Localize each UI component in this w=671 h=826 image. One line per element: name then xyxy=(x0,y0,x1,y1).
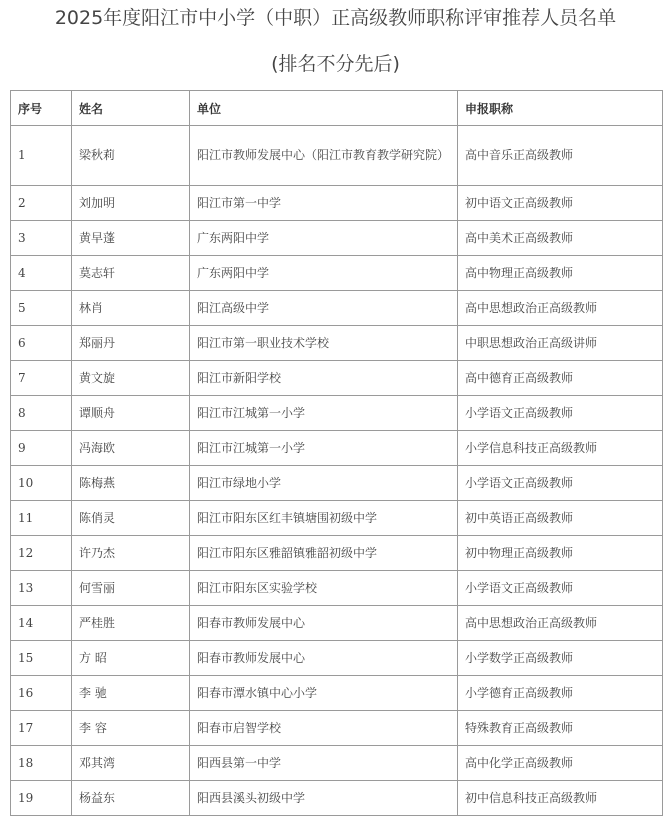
table-row xyxy=(11,256,663,291)
column-header-unit: 单位 xyxy=(190,91,458,126)
table-row xyxy=(11,361,663,396)
cell-seq: 7 xyxy=(11,361,72,396)
cell-unit: 阳西县溪头初级中学 xyxy=(190,781,458,816)
recommendation-table xyxy=(10,90,663,816)
cell-unit: 阳江市阳东区实验学校 xyxy=(190,571,458,606)
cell-name: 许乃杰 xyxy=(72,536,190,571)
cell-name: 林肖 xyxy=(72,291,190,326)
cell-name: 黄文旋 xyxy=(72,361,190,396)
cell-seq: 16 xyxy=(11,676,72,711)
table-row xyxy=(11,641,663,676)
cell-unit: 阳江市第一职业技术学校 xyxy=(190,326,458,361)
cell-seq: 12 xyxy=(11,536,72,571)
column-header-seq: 序号 xyxy=(11,91,72,126)
cell-title: 小学语文正高级教师 xyxy=(458,571,663,606)
table-row xyxy=(11,396,663,431)
table-row xyxy=(11,676,663,711)
cell-unit: 阳春市教师发展中心 xyxy=(190,606,458,641)
table-body xyxy=(11,126,663,816)
cell-title: 小学德育正高级教师 xyxy=(458,676,663,711)
cell-name: 冯海欧 xyxy=(72,431,190,466)
cell-unit: 阳江市阳东区红丰镇塘围初级中学 xyxy=(190,501,458,536)
cell-name: 杨益东 xyxy=(72,781,190,816)
column-header-name: 姓名 xyxy=(72,91,190,126)
cell-title: 小学语文正高级教师 xyxy=(458,396,663,431)
table-row xyxy=(11,501,663,536)
table-row xyxy=(11,326,663,361)
page-subtitle: (排名不分先后) xyxy=(271,53,400,75)
cell-title: 初中英语正高级教师 xyxy=(458,501,663,536)
cell-title: 中职思想政治正高级讲师 xyxy=(458,326,663,361)
cell-name: 梁秋莉 xyxy=(72,126,190,186)
cell-name: 莫志轩 xyxy=(72,256,190,291)
cell-seq: 3 xyxy=(11,221,72,256)
cell-name: 李 容 xyxy=(72,711,190,746)
table-row xyxy=(11,571,663,606)
cell-name: 陈梅燕 xyxy=(72,466,190,501)
cell-title: 高中美术正高级教师 xyxy=(458,221,663,256)
cell-seq: 14 xyxy=(11,606,72,641)
cell-name: 方 昭 xyxy=(72,641,190,676)
cell-title: 初中语文正高级教师 xyxy=(458,186,663,221)
cell-unit: 阳春市教师发展中心 xyxy=(190,641,458,676)
cell-name: 何雪丽 xyxy=(72,571,190,606)
cell-name: 谭顺舟 xyxy=(72,396,190,431)
cell-name: 黄早蓬 xyxy=(72,221,190,256)
cell-name: 邓其湾 xyxy=(72,746,190,781)
cell-seq: 17 xyxy=(11,711,72,746)
table-row xyxy=(11,711,663,746)
table-row xyxy=(11,221,663,256)
table-row xyxy=(11,291,663,326)
cell-seq: 10 xyxy=(11,466,72,501)
cell-name: 郑丽丹 xyxy=(72,326,190,361)
cell-title: 特殊教育正高级教师 xyxy=(458,711,663,746)
cell-unit: 阳江市江城第一小学 xyxy=(190,431,458,466)
cell-unit: 阳江市阳东区雅韶镇雅韶初级中学 xyxy=(190,536,458,571)
table-row xyxy=(11,536,663,571)
cell-unit: 阳江高级中学 xyxy=(190,291,458,326)
cell-title: 初中物理正高级教师 xyxy=(458,536,663,571)
cell-unit: 阳春市潭水镇中心小学 xyxy=(190,676,458,711)
page-title: 2025年度阳江市中小学（中职）正高级教师职称评审推荐人员名单 xyxy=(54,7,617,29)
cell-seq: 1 xyxy=(11,126,72,186)
table-header-row xyxy=(11,91,663,126)
table-row xyxy=(11,186,663,221)
cell-unit: 阳西县第一中学 xyxy=(190,746,458,781)
cell-name: 李 驰 xyxy=(72,676,190,711)
cell-seq: 11 xyxy=(11,501,72,536)
cell-title: 高中德育正高级教师 xyxy=(458,361,663,396)
cell-unit: 阳江市教师发展中心（阳江市教育教学研究院） xyxy=(190,126,458,186)
table-row xyxy=(11,746,663,781)
cell-title: 高中化学正高级教师 xyxy=(458,746,663,781)
cell-title: 高中思想政治正高级教师 xyxy=(458,606,663,641)
cell-title: 高中音乐正高级教师 xyxy=(458,126,663,186)
cell-name: 陈俏灵 xyxy=(72,501,190,536)
cell-name: 刘加明 xyxy=(72,186,190,221)
cell-unit: 阳江市新阳学校 xyxy=(190,361,458,396)
cell-seq: 8 xyxy=(11,396,72,431)
cell-unit: 阳江市江城第一小学 xyxy=(190,396,458,431)
cell-unit: 阳江市绿地小学 xyxy=(190,466,458,501)
table-row xyxy=(11,781,663,816)
table-row xyxy=(11,606,663,641)
cell-seq: 6 xyxy=(11,326,72,361)
table-row xyxy=(11,126,663,186)
cell-unit: 广东两阳中学 xyxy=(190,221,458,256)
table-row xyxy=(11,431,663,466)
cell-seq: 4 xyxy=(11,256,72,291)
cell-title: 小学语文正高级教师 xyxy=(458,466,663,501)
cell-seq: 2 xyxy=(11,186,72,221)
cell-title: 高中物理正高级教师 xyxy=(458,256,663,291)
table-row xyxy=(11,466,663,501)
table-header xyxy=(11,91,663,126)
column-header-title: 申报职称 xyxy=(458,91,663,126)
cell-name: 严桂胜 xyxy=(72,606,190,641)
cell-title: 高中思想政治正高级教师 xyxy=(458,291,663,326)
cell-seq: 18 xyxy=(11,746,72,781)
cell-seq: 13 xyxy=(11,571,72,606)
cell-seq: 9 xyxy=(11,431,72,466)
cell-unit: 阳江市第一中学 xyxy=(190,186,458,221)
cell-unit: 阳春市启智学校 xyxy=(190,711,458,746)
cell-title: 初中信息科技正高级教师 xyxy=(458,781,663,816)
cell-seq: 19 xyxy=(11,781,72,816)
cell-title: 小学信息科技正高级教师 xyxy=(458,431,663,466)
cell-title: 小学数学正高级教师 xyxy=(458,641,663,676)
cell-seq: 5 xyxy=(11,291,72,326)
cell-unit: 广东两阳中学 xyxy=(190,256,458,291)
cell-seq: 15 xyxy=(11,641,72,676)
